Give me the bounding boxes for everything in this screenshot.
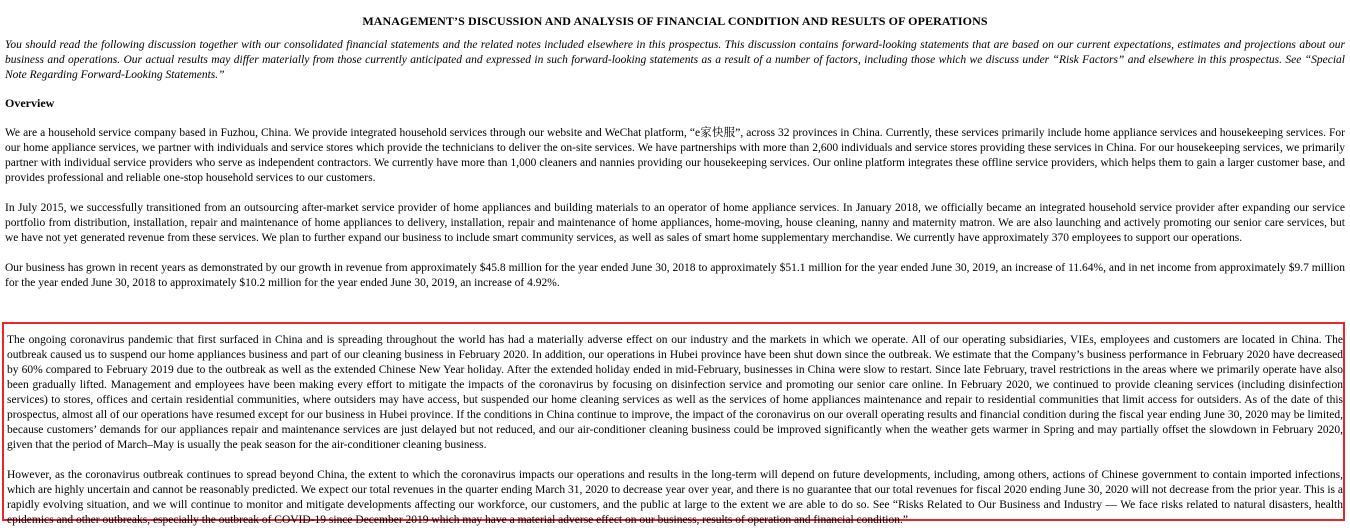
highlight-box: [2, 322, 1345, 526]
overview-heading: Overview: [5, 96, 55, 110]
document-page: [5, 0, 1345, 291]
document-title: MANAGEMENT’S DISCUSSION AND ANALYSIS OF FINANCIAL CONDITION AND RESULTS OF OPERATIONS: [362, 14, 988, 28]
covid-impact-paragraph: The ongoing coronavirus pandemic that first surfaced in China and is spreading throughout the world has had a materially adverse effect on our industry and the markets in which we operate. All of our operating subsidiaries, VIEs, employees and customers are located in China. The outbreak caused us to suspend our home appliances business and part of our cleaning business in February 2020. In addition, our operations in Hubei province have been shut down since the outbreak. We estimate that the Company’s business performance in February 2020 have decreased by 60% compared to February 2019 due to the outbreak as well as the extended Chinese New Year holiday. After the extended holiday ended in mid-February, businesses in China were slow to restart. Since late February, travel restrictions in the areas where we primarily operate have also been gradually lifted. Management and employees have been making every effort to mitigate the impacts of the coronavirus by focusing on disinfection service and promoting our senior care online. In February 2020, we continued to provide cleaning services (including disinfection services) to stores, offices and certain residential communities, where outsiders may have access, but suspended our home cleaning services as well as the services of home appliances maintenance and repair to residential communities that limit access for outsiders. As of the date of this prospectus, almost all of our operations have resumed except for our business in Hubei province. If the conditions in China continue to improve, the impact of the coronavirus on our overall operating results and financial condition during the fiscal year ending June 30, 2020 may be limited, because customers’ demands for our appliances repair and maintenance services are just delayed but not reduced, and our air-conditioner cleaning business could be improved significantly when the weather gets warmer in Spring and may partially offset the slowdown in February 2020, given that the period of March–May is usually the peak season for the air-conditioner cleaning business.: [7, 334, 1343, 451]
highlight-content: [7, 333, 1343, 528]
intro-paragraph: You should read the following discussion together with our consolidated financial statements and the related notes included elsewhere in this prospectus. This discussion contains forward-looking statements that are based on our current expectations, estimates and projections about our business and operations. Our actual results may differ materially from those currently anticipated and expressed in such forward-looking statements as a result of a number of factors, including those which we discuss under “Risk Factors” and elsewhere in this prospectus. See “Special Note Regarding Forward-Looking Statements.”: [5, 39, 1345, 81]
overview-paragraph-3: Our business has grown in recent years as demonstrated by our growth in revenue from approximately $45.8 million for the year ended June 30, 2018 to approximately $51.1 million for the year ended June 30, 2019, an increase of 11.64%, and in net income from approximately $9.7 million for the year ended June 30, 2018 to approximately $10.2 million for the year ended June 30, 2019, an increase of 4.92%.: [5, 262, 1345, 289]
covid-outlook-paragraph: However, as the coronavirus outbreak continues to spread beyond China, the extent to which the coronavirus impacts our operations and results in the long-term will depend on future developments, including, among others, actions of Chinese government to contain imported infections, which are highly uncertain and cannot be reasonably predicted. We expect our total revenues in the quarter ending March 31, 2020 to decrease year over year, and there is no guarantee that our total revenues for fiscal 2020 ending June 30, 2020 will not decrease from the prior year. This is a rapidly evolving situation, and we will continue to monitor and mitigate developments affecting our workforce, our customers, and the public at large to the extent we are able to do so. See “Risks Related to Our Business and Industry — We face risks related to natural disasters, health epidemics and other outbreaks, especially the outbreak of COVID-19 since December 2019 which may have a material adverse effect on our business, results of operation and financial condition.”: [7, 469, 1343, 526]
overview-paragraph-1: We are a household service company based in Fuzhou, China. We provide integrated household services through our website and WeChat platform, “e家快服”, across 32 provinces in China. Currently, these services primarily include home appliance services and housekeeping services. For our home appliance services, we partner with individuals and service stores which provide the technicians to deliver the on-site services. We have partnerships with more than 2,600 individuals and service stores providing these services in China. For our housekeeping services, we primarily partner with individual service providers who serve as independent contractors. We currently have more than 1,000 cleaners and nannies providing our housekeeping services. Our online platform integrates these offline service providers, which helps them to gain a larger customer base, and provides professional and reliable one-stop household services to our customers.: [5, 127, 1345, 184]
overview-paragraph-2: In July 2015, we successfully transitioned from an outsourcing after-market service provider of home appliances and building materials to an operator of home appliance services. In January 2018, we officially became an integrated household service provider after expanding our service portfolio from distribution, installation, repair and maintenance of home appliances to delivery, installation, repair and maintenance of home appliances, home-moving, house cleaning, nanny and maternity matron. We are also launching and actively promoting our senior care services, but we have not yet generated revenue from these services. We plan to further expand our business to include smart community services, as well as sales of smart home supplementary merchandise. We currently have approximately 370 employees to support our operations.: [5, 202, 1345, 244]
